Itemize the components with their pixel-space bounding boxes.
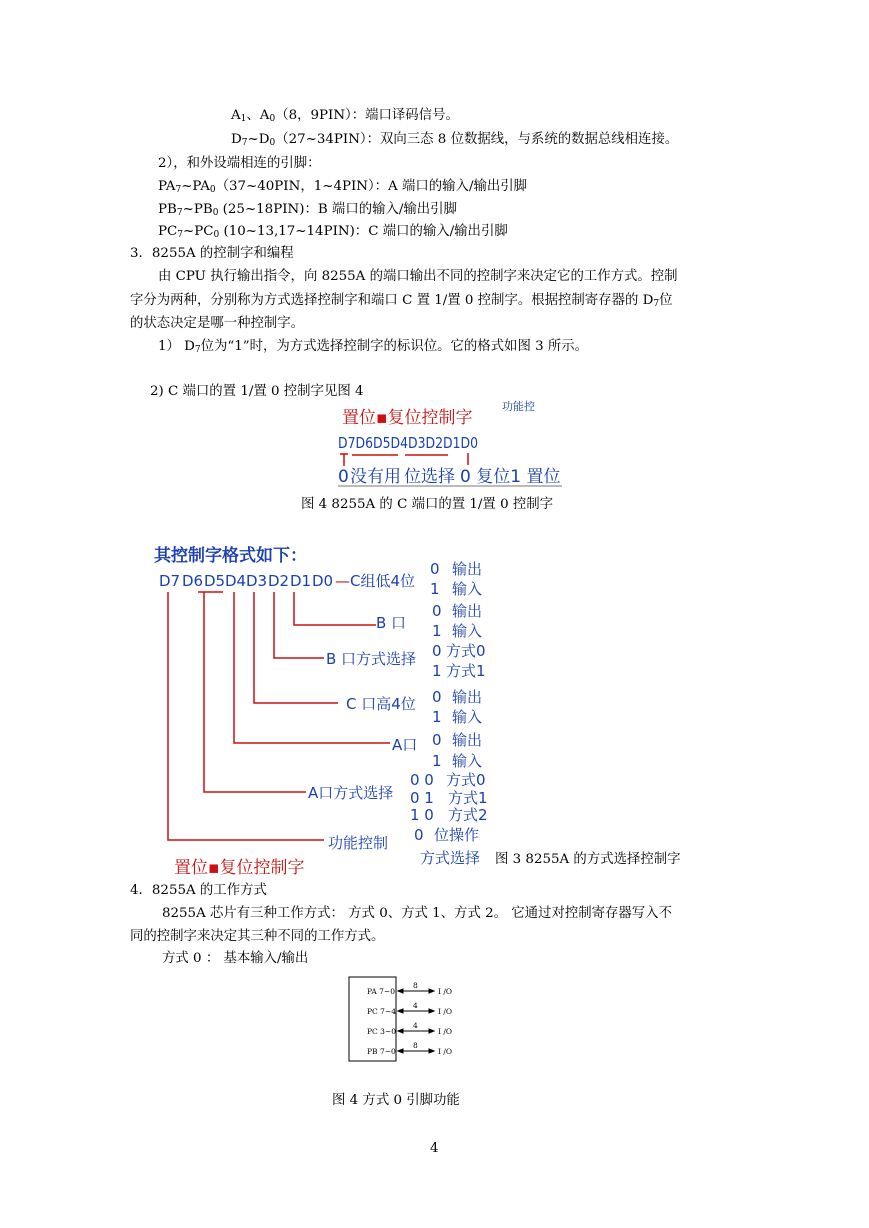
fig3-bit-d6: D6 — [182, 572, 204, 590]
fig3-bottom-label: 置位▪复位控制字 — [174, 858, 305, 878]
fig3-code: 1 — [432, 622, 442, 640]
fig3-value: 方式0 — [446, 771, 486, 789]
fig3-value: 输出 — [452, 602, 483, 620]
fig4a-bitselect-label: 位选择 — [404, 467, 455, 487]
fig3-row-b-port-label: B 口 — [376, 614, 407, 632]
fig3-value: 方式2 — [448, 806, 488, 824]
mode-select-diagram — [148, 540, 498, 878]
section4-para-line1: 8255A 芯片有三种工作方式： 方式 0、方式 1、方式 2。 它通过对控制寄存器写入不 — [162, 906, 672, 921]
mode-select-control-word-figure — [148, 540, 498, 878]
set-reset-diagram — [330, 402, 570, 490]
fig3-connectors — [168, 592, 390, 840]
width-pa: 8 — [413, 981, 418, 990]
pin-pc-high-label: PC 7~4 — [367, 1007, 396, 1016]
fig3-code: 0 — [432, 688, 442, 706]
fig3-value: 输入 — [452, 708, 483, 726]
fig3-code: 0 — [432, 602, 442, 620]
fig3-value: 输出 — [452, 688, 483, 706]
fig3-bit-d4: D4 — [225, 572, 247, 590]
pin-pb-label: PB 7~0 — [367, 1047, 396, 1056]
fig3-row-function-label: 功能控制 — [328, 834, 389, 852]
fig3-title: 其控制字格式如下： — [154, 546, 307, 566]
fig3-code: 0 — [414, 826, 424, 844]
fig3-code: 0 0 — [410, 771, 434, 789]
fig3-code: 0 — [430, 560, 440, 578]
fig3-row-c-low-label: C组低4位 — [350, 572, 416, 590]
pin-a1-a0-line: $A_1$、$A_0(8$，9PIN）：端口译码信号。 — [231, 108, 459, 124]
fig4a-unused-label: 没有用 — [350, 467, 401, 487]
pin-pc-low-label: PC 3~0 — [367, 1027, 396, 1036]
mode0-pin-figure — [348, 976, 468, 1064]
pin-pb-line: $PB_7\sim PB_0$ (25~18PIN)：B 端口的输入/输出引脚 — [158, 202, 457, 218]
fig3-row-a-port-label: A口 — [392, 736, 418, 754]
section4-mode0: 方式 0 ： 基本输入/输出 — [162, 951, 309, 966]
peripheral-pins-heading: 2），和外设端相连的引脚： — [158, 156, 321, 171]
pin-pa-label: PA 7~0 — [367, 987, 395, 996]
pin-d7-d0-line: $D_7\sim D_0(27\sim 34PIN)$：双向三态 8 位数据线，与系统的数据总线相连接。 — [231, 132, 679, 148]
io-pc-low: I /O — [438, 1027, 453, 1036]
fig3-value: 位操作 — [434, 826, 480, 844]
fig3-code: 1 0 — [410, 806, 434, 824]
fig4a-caption: 图 4 8255A 的 C 端口的置 1/置 0 控制字 — [301, 497, 554, 512]
fig3-value: 输入 — [452, 580, 483, 598]
fig3-bit-d2: D2 — [268, 572, 290, 590]
section3-para-line3: 的状态决定是哪一种控制字。 — [130, 316, 305, 331]
page-number: 4 — [430, 1141, 439, 1156]
fig4a-corner-text: 功能控 — [502, 400, 535, 413]
io-pb: I /O — [438, 1047, 453, 1056]
section3-title: 3．8255A 的控制字和编程 — [130, 246, 294, 261]
fig3-value: 输出 — [452, 560, 483, 578]
io-pa: I /O — [438, 987, 453, 996]
pin-pa-line: $PA_7\sim PA_0(37\sim 40PIN$，1~4PIN）：A 端口的输入/输出引脚 — [158, 179, 528, 195]
fig4b-caption: 图 4 方式 0 引脚功能 — [332, 1093, 460, 1108]
width-pc-high: 4 — [413, 1001, 418, 1010]
width-pc-low: 4 — [413, 1021, 418, 1030]
fig3-value: 方式1 — [448, 789, 488, 807]
fig4a-zero: 0 — [338, 467, 349, 487]
fig3-code: 1 — [430, 580, 440, 598]
section4-title: 4．8255A 的工作方式 — [130, 883, 267, 898]
fig3-code: 1 — [432, 708, 442, 726]
width-pb: 8 — [413, 1041, 418, 1050]
io-pc-high: I /O — [438, 1007, 453, 1016]
section3-para-line1: 由 CPU 执行输出指令，向 8255A 的端口输出不同的控制字来决定它的工作方式。控制 — [158, 269, 678, 284]
set-reset-control-word-figure — [330, 402, 570, 490]
section4-para-line2: 同的控制字来决定其三种不同的工作方式。 — [130, 929, 385, 944]
section3-item2: 2) C 端口的置 1/置 0 控制字见图 4 — [150, 384, 364, 399]
fig3-caption: 图 3 8255A 的方式选择控制字 — [495, 852, 681, 867]
fig4a-bits: D7D6D5D4D3D2D1D0 — [338, 434, 478, 452]
fig3-value: 输入 — [452, 752, 483, 770]
fig3-code: 1 — [432, 662, 442, 680]
section3-item1: 1） $D_7$位为“1”时，为方式选择控制字的标识位。它的格式如图 3 所示。 — [158, 339, 589, 355]
fig3-value: 方式0 — [446, 642, 486, 660]
fig3-code: 1 — [432, 752, 442, 770]
fig3-value: 输出 — [452, 731, 483, 749]
fig3-bit-d7: D7 — [159, 572, 181, 590]
fig3-dash: — — [335, 572, 350, 590]
fig3-value: 方式1 — [446, 662, 486, 680]
fig3-bit-d3: D3 — [246, 572, 268, 590]
fig4a-reset-set-label: 0 复位1 置位 — [460, 467, 561, 487]
fig3-bit-d1: D1 — [290, 572, 312, 590]
fig3-bit-d5: D5 — [204, 572, 226, 590]
fig3-row-b-mode-label: B 口方式选择 — [326, 650, 417, 668]
fig4a-title: 置位▪复位控制字 — [342, 408, 473, 428]
fig3-bit-d0: D0 — [312, 572, 334, 590]
pin-pc-line: $PC_7\sim PC_0$ (10~13,17~14PIN)：C 端口的输入/输出引脚 — [158, 224, 508, 240]
fig3-row-a-mode-label: A口方式选择 — [308, 784, 394, 802]
fig3-last-value: 方式选择 — [420, 849, 481, 867]
fig3-code: 0 — [432, 642, 442, 660]
fig3-value: 输入 — [452, 622, 483, 640]
mode0-pin-diagram — [348, 976, 468, 1064]
fig3-row-c-high-label: C 口高4位 — [346, 695, 416, 713]
fig3-code: 0 — [432, 731, 442, 749]
section3-para-line2: 字分为两种，分别称为方式选择控制字和端口 C 置 1/置 0 控制字。根据控制寄存器的 $D_7$位 — [130, 293, 673, 309]
fig3-code: 0 1 — [410, 789, 434, 807]
